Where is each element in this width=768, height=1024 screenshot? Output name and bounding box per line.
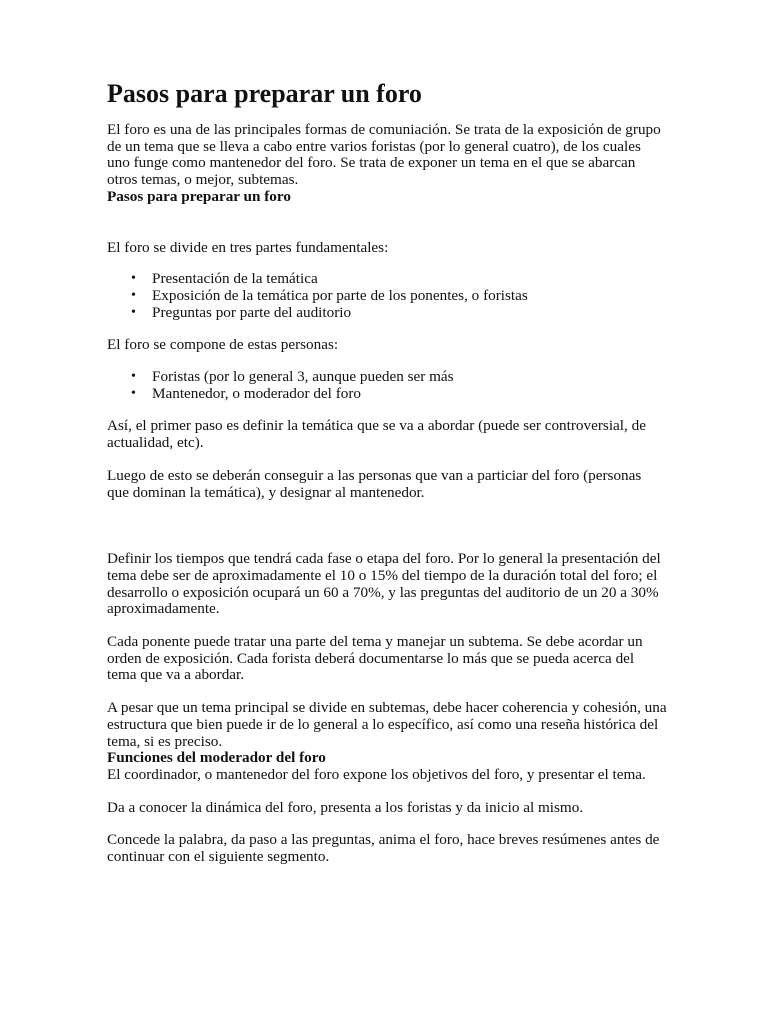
list-item: • Presentación de la temática (152, 271, 667, 288)
intro-paragraph: El foro es una de las principales formas de comuniación. Se trata de la exposición de grupo de un tema que se lleva a cabo entre varios foristas (por lo general cuatro), de los cuales uno funge como mantenedor del foro. Se trata de exponer un tema en el que se abarcan otros temas, o mejor, subtemas. (107, 121, 661, 189)
people-intro-paragraph: El foro se compone de estas personas: (107, 336, 339, 354)
parts-list (107, 271, 667, 321)
list-item: • Exposición de la temática por parte de los ponentes, o foristas (152, 288, 667, 305)
coherence-paragraph: A pesar que un tema principal se divide en subtemas, debe hacer coherencia y cohesión, una estructura que bien puede ir de lo general a lo específico, así como una reseña histórica del tema, si es preciso. (107, 699, 667, 750)
first-step-paragraph: Así, el primer paso es definir la temática que se va a abordar (puede ser controversial, de actualidad, etc). (107, 417, 646, 452)
people-paragraph: Luego de esto se deberán conseguir a las personas que van a particiar del foro (personas que dominan la temática), y designar al mantenedor. (107, 466, 642, 501)
subtopics-paragraph: Cada ponente puede tratar una parte del tema y manejar un subtema. Se debe acordar un orden de exposición. Cada forista deberá documentarse lo más que se pueda acerca del tema que va a abordar. (107, 633, 643, 684)
document-page (107, 78, 667, 866)
moderator-subheading: Funciones del moderador del foro (107, 749, 326, 767)
dynamics-paragraph: Da a conocer la dinámica del foro, presenta a los foristas y da inicio al mismo. (107, 798, 584, 816)
page-title: Pasos para preparar un foro (107, 79, 422, 108)
list-item: • Foristas (por lo general 3, aunque pueden ser más (152, 369, 667, 386)
word-paragraph: Concede la palabra, da paso a las preguntas, anima el foro, hace breves resúmenes antes de continuar con el siguiente segmento. (107, 831, 660, 866)
steps-subheading: Pasos para preparar un foro (107, 187, 291, 205)
coordinator-paragraph: El coordinador, o mantenedor del foro expone los objetivos del foro, y presentar el tema. (107, 765, 646, 783)
parts-intro-paragraph: El foro se divide en tres partes fundamentales: (107, 238, 389, 256)
people-list (107, 369, 667, 402)
list-item: • Preguntas por parte del auditorio (152, 305, 667, 322)
times-paragraph: Definir los tiempos que tendrá cada fase o etapa del foro. Por lo general la presentación del tema debe ser de aproximadamente el 10 o 15% del tiempo de la duración total del foro; el desarrollo o exposición ocupará un 60 a 70%, y las preguntas del auditorio de un 20 a 30% aproximadamente. (107, 550, 661, 618)
list-item: • Mantenedor, o moderador del foro (152, 386, 667, 403)
